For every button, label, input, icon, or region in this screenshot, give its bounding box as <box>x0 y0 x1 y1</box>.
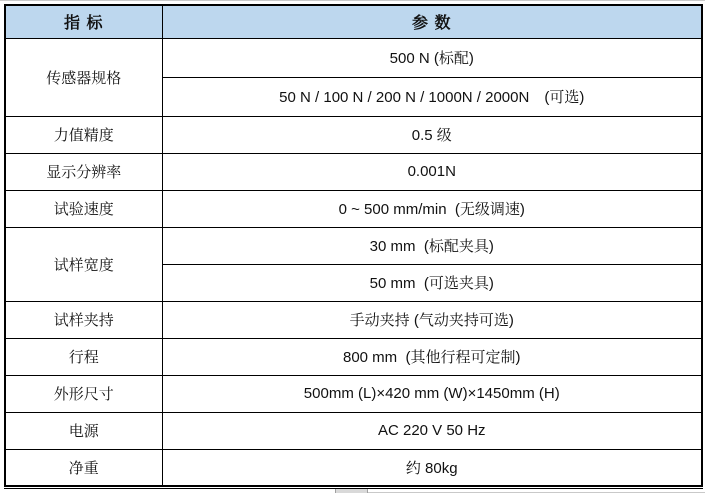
row-stroke <box>5 338 702 375</box>
label-net-weight: 净重 <box>5 449 162 486</box>
row-test-speed <box>5 190 702 227</box>
value-sensor-optional: 50 N / 100 N / 200 N / 1000N / 2000N (可选) <box>162 77 702 116</box>
value-sample-clamping: 手动夹持 (气动夹持可选) <box>162 301 702 338</box>
next-row-cell-fragment <box>335 489 368 493</box>
label-sensor-spec: 传感器规格 <box>5 38 162 116</box>
value-power: AC 220 V 50 Hz <box>162 412 702 449</box>
label-sample-width: 试样宽度 <box>5 227 162 301</box>
spec-table <box>4 4 703 487</box>
label-power: 电源 <box>5 412 162 449</box>
label-dimensions: 外形尺寸 <box>5 375 162 412</box>
value-dimensions: 500mm (L)×420 mm (W)×1450mm (H) <box>162 375 702 412</box>
row-power <box>5 412 702 449</box>
header-parameter: 参 数 <box>162 5 702 38</box>
row-sensor-spec <box>5 38 702 77</box>
row-display-resolution <box>5 153 702 190</box>
value-sample-width-standard: 30 mm (标配夹具) <box>162 227 702 264</box>
row-sample-width <box>5 227 702 264</box>
label-display-resolution: 显示分辨率 <box>5 153 162 190</box>
top-gridline <box>0 0 705 1</box>
label-stroke: 行程 <box>5 338 162 375</box>
value-force-accuracy: 0.5 级 <box>162 116 702 153</box>
label-force-accuracy: 力值精度 <box>5 116 162 153</box>
value-display-resolution: 0.001N <box>162 153 702 190</box>
row-net-weight <box>5 449 702 486</box>
label-sample-clamping: 试样夹持 <box>5 301 162 338</box>
value-test-speed: 0 ~ 500 mm/min (无级调速) <box>162 190 702 227</box>
value-sample-width-optional: 50 mm (可选夹具) <box>162 264 702 301</box>
row-dimensions <box>5 375 702 412</box>
label-test-speed: 试验速度 <box>5 190 162 227</box>
header-row <box>5 5 702 38</box>
header-indicator: 指 标 <box>5 5 162 38</box>
row-sample-clamping <box>5 301 702 338</box>
value-sensor-standard: 500 N (标配) <box>162 38 702 77</box>
row-force-accuracy <box>5 116 702 153</box>
value-net-weight: 约 80kg <box>162 449 702 486</box>
value-stroke: 800 mm (其他行程可定制) <box>162 338 702 375</box>
